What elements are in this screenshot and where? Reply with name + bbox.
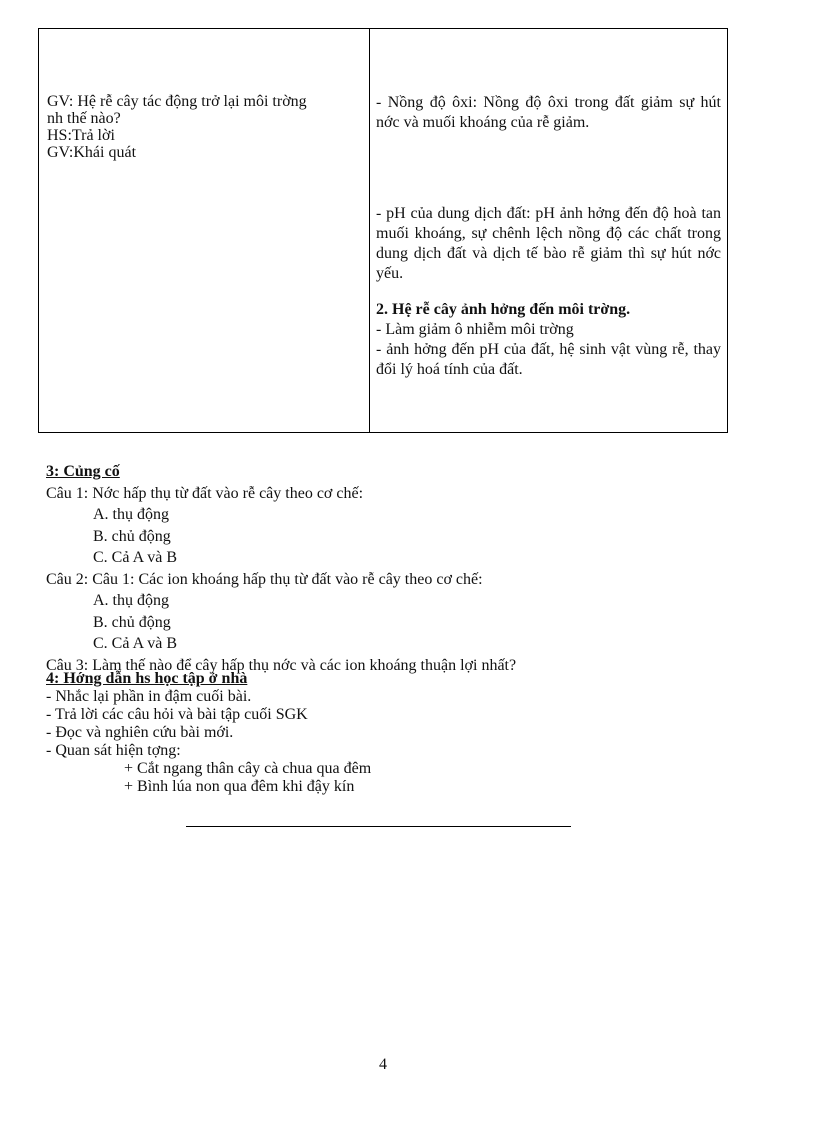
pollution-paragraph: - Làm giảm ô nhiễm môi trờng: [376, 321, 574, 338]
lesson-table: [38, 28, 728, 433]
root-effect-heading: 2. Hệ rễ cây ảnh hởng đến môi trờng.: [376, 301, 631, 318]
q2-option-b: B. chủ động: [93, 613, 171, 631]
q1-option-c: C. Cả A và B: [93, 549, 178, 566]
ph-paragraph: - pH của dung dịch đất: pH ảnh hởng đến độ hoà tan muối khoáng, sự chênh lệch nồng độ các chất trong dung dịch đất và dịch tế bào rễ giảm thì sự hút nớc yếu.: [376, 205, 721, 282]
table-right-cell: [376, 93, 721, 380]
q2-option-a: A. thụ động: [93, 592, 169, 609]
q1-option-a: A. thụ động: [93, 506, 169, 523]
table-left-cell: [47, 93, 359, 161]
homework-subitem-1: + Cắt ngang thân cây cà chua qua đêm: [124, 760, 372, 777]
table-column-divider: [369, 29, 370, 432]
q2-option-c: C. Cả A và B: [93, 635, 178, 652]
section4-title: 4: Hớng dẫn hs học tập ở nhà: [46, 670, 248, 687]
section-consolidation: [46, 461, 766, 676]
oxygen-paragraph: - Nồng độ ôxi: Nồng độ ôxi trong đất giảm sự hút nớc và muối khoáng của rễ giảm.: [376, 94, 721, 131]
end-rule: [186, 826, 571, 827]
homework-item-4: - Quan sát hiện tợng:: [46, 742, 181, 759]
left-line-4: GV:Khái quát: [47, 144, 137, 161]
soil-ph-paragraph: - ảnh hởng đến pH của đất, hệ sinh vật vùng rễ, thay đổi lý hoá tính của đất.: [376, 341, 721, 378]
question-2: Câu 2: Câu 1: Các ion khoáng hấp thụ từ đất vào rễ cây theo cơ chế:: [46, 570, 483, 588]
left-line-2: nh thế nào?: [47, 110, 121, 127]
question-1: Câu 1: Nớc hấp thụ từ đất vào rễ cây theo cơ chế:: [46, 484, 364, 502]
homework-subitem-2: + Bình lúa non qua đêm khi đậy kín: [124, 778, 355, 795]
section3-title: 3: Củng cố: [46, 463, 120, 480]
homework-item-2: - Trả lời các câu hỏi và bài tập cuối SGK: [46, 706, 308, 723]
left-line-3: HS:Trả lời: [47, 127, 115, 144]
page-number: 4: [379, 1056, 387, 1073]
section-homework: [46, 670, 766, 796]
q1-option-b: B. chủ động: [93, 527, 171, 545]
left-line-1: GV: Hệ rễ cây tác động trở lại môi trờng: [47, 93, 307, 110]
question-3: Câu 3: Làm thế nào để cây hấp thụ nớc và các ion khoáng thuận lợi nhất?: [46, 656, 517, 674]
homework-item-3: - Đọc và nghiên cứu bài mới.: [46, 724, 234, 741]
homework-item-1: - Nhắc lại phần in đậm cuối bài.: [46, 688, 252, 705]
